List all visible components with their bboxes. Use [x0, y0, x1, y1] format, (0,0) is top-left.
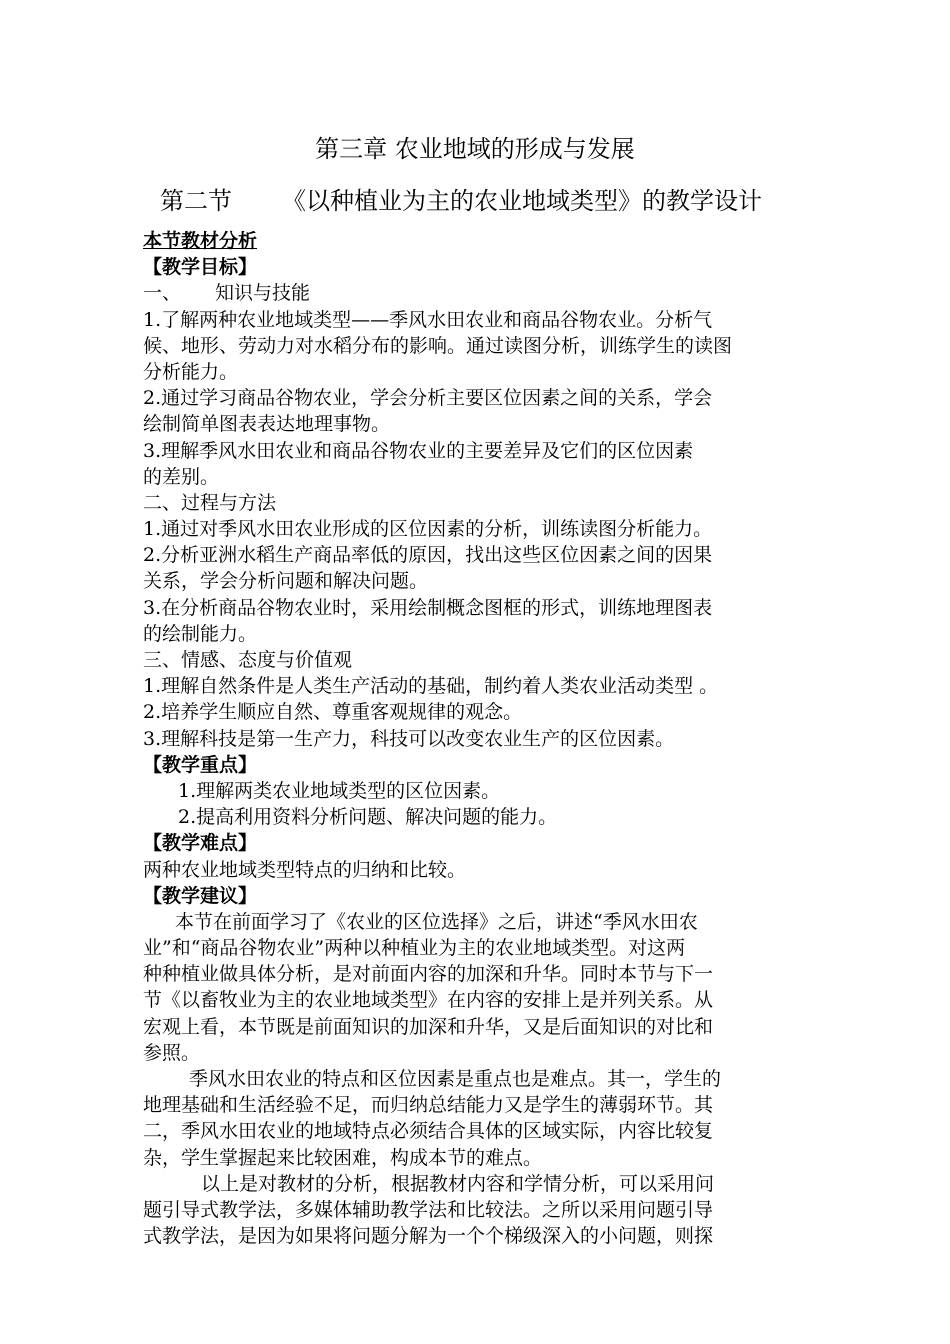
- part2-line: 关系，学会分析问题和解决问题。: [143, 570, 429, 593]
- objectives-part1-title: [143, 280, 823, 306]
- key-point-item: 1.理解两类农业地域类型的区位因素。: [178, 779, 501, 802]
- part2-line: 3.在分析商品谷物农业时，采用绘制概念图框的形式，训练地理图表: [143, 596, 713, 619]
- suggestion-p2-line: 杂，学生掌握起来比较困难，构成本节的难点。: [143, 1146, 543, 1169]
- part2-line: 的绘制能力。: [143, 622, 258, 645]
- part1-line: 分析能力。: [143, 360, 239, 383]
- chapter-title: 第三章 农业地域的形成与发展: [315, 135, 635, 163]
- suggestion-p2-line: 季风水田农业的特点和区位因素是重点也是难点。其一，学生的: [189, 1068, 722, 1090]
- part3-line: 2.培养学生顺应自然、尊重客观规律的观念。: [143, 701, 523, 724]
- difficulties-heading: 【教学难点】: [143, 832, 258, 855]
- suggestions-heading: 【教学建议】: [143, 884, 258, 907]
- objectives-heading: 【教学目标】: [143, 256, 258, 279]
- objectives-part2-title: 二、过程与方法: [143, 491, 277, 514]
- part1-line: 1.了解两种农业地域类型——季风水田农业和商品谷物农业。分析气: [143, 308, 713, 331]
- suggestion-p1-line: 种种植业做具体分析，是对前面内容的加深和升华。同时本节与下一: [143, 963, 714, 986]
- part2-line: 2.分析亚洲水稻生产商品率低的原因，找出这些区位因素之间的因果: [143, 544, 713, 567]
- objectives-part3-title: 三、情感、态度与价值观: [143, 649, 353, 671]
- part1-number: 一、: [143, 282, 182, 305]
- part3-line: 3.理解科技是第一生产力，科技可以改变农业生产的区位因素。: [143, 727, 675, 750]
- suggestion-p1-line: 宏观上看，本节既是前面知识的加深和升华，又是后面知识的对比和: [143, 1015, 714, 1038]
- suggestion-p2-line: 二，季风水田农业的地域特点必须结合具体的区域实际，内容比较复: [143, 1120, 714, 1143]
- part2-line: 1.通过对季风水田农业形成的区位因素的分析，训练读图分析能力。: [143, 518, 713, 541]
- part1-line: 的差别。: [143, 465, 220, 488]
- key-point-item: 2.提高利用资料分析问题、解决问题的能力。: [178, 806, 558, 829]
- section-title: [160, 184, 762, 218]
- suggestion-p1-line: 节《以畜牧业为主的农业地域类型》在内容的安排上是并列关系。从: [143, 989, 714, 1012]
- part1-line: 绘制简单图表表达地理事物。: [143, 413, 391, 436]
- section-name: 《以种植业为主的农业地域类型》的教学设计: [282, 187, 762, 215]
- part1-line: 2.通过学习商品谷物农业，学会分析主要区位因素之间的关系，学会: [143, 387, 713, 410]
- part3-line: 1.理解自然条件是人类生产活动的基础，制约着人类农业活动类型 。: [143, 675, 719, 698]
- difficulties-text: 两种农业地域类型特点的归纳和比较。: [143, 858, 467, 881]
- suggestion-p1-line: 业”和“商品谷物农业”两种以种植业为主的农业地域类型。对这两: [143, 937, 686, 960]
- suggestion-p3-line: 式教学法，是因为如果将问题分解为一个个梯级深入的小问题，则探: [143, 1225, 714, 1248]
- suggestion-p2-line: 地理基础和生活经验不足，而归纳总结能力又是学生的薄弱环节。其: [143, 1094, 714, 1117]
- document-body: [143, 228, 823, 1249]
- part1-line: 候、地形、劳动力对水稻分布的影响。通过读图分析，训练学生的读图: [143, 334, 733, 357]
- part1-title: 知识与技能: [215, 282, 311, 305]
- key-points-heading: 【教学重点】: [143, 753, 258, 776]
- analysis-heading: 本节教材分析: [143, 230, 258, 252]
- suggestion-p1-line: 参照。: [143, 1041, 201, 1064]
- part1-line: 3.理解季风水田农业和商品谷物农业的主要差异及它们的区位因素: [143, 439, 694, 462]
- suggestion-p3-line: 题引导式教学法，多媒体辅助教学法和比较法。之所以采用问题引导: [143, 1198, 714, 1221]
- suggestion-p3-line: 以上是对教材的分析，根据教材内容和学情分析，可以采用问: [201, 1172, 715, 1195]
- suggestion-p1-line: 本节在前面学习了《农业的区位选择》之后，讲述“季风水田农: [175, 910, 698, 933]
- section-number: 第二节: [160, 187, 232, 215]
